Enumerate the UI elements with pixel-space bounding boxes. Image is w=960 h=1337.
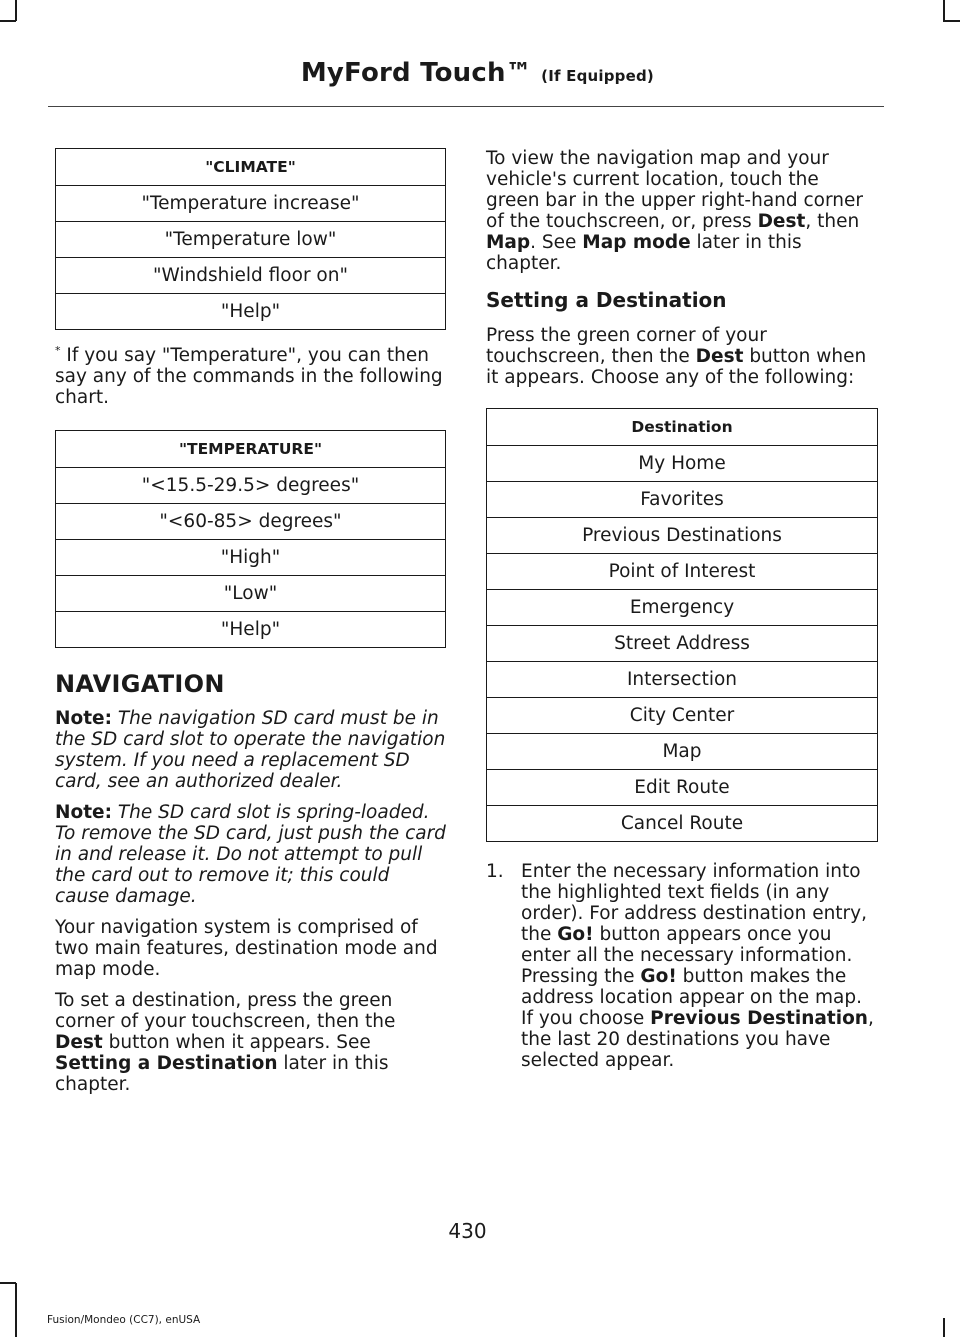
table-row: "Low" <box>56 576 446 612</box>
section-heading-navigation: NAVIGATION <box>55 670 225 699</box>
table-row: "Temperature low" <box>56 222 446 258</box>
text-run: , then <box>805 211 860 232</box>
cross-reference-map-mode: Map mode <box>582 232 691 253</box>
table-header: "CLIMATE" <box>56 149 446 186</box>
go-button-ref: Go! <box>640 966 677 987</box>
note-sd-slot <box>55 802 446 907</box>
text-run: button when it appears. Choose any of the following: <box>486 346 867 388</box>
footer-model-info: Fusion/Mondeo (CC7), enUSA <box>47 1314 201 1326</box>
table-row: "High" <box>56 540 446 576</box>
table-row: Edit Route <box>487 770 878 806</box>
list-item <box>486 861 878 1071</box>
dest-button-ref: Dest <box>55 1032 103 1054</box>
table-row: Point of Interest <box>487 554 878 590</box>
dest-button-ref: Dest <box>757 211 806 232</box>
header-subtitle: (If Equipped) <box>541 67 654 85</box>
table-row: Previous Destinations <box>487 518 878 554</box>
crop-mark <box>15 0 17 21</box>
table-row: Street Address <box>487 626 878 662</box>
text-run: . See <box>530 232 583 253</box>
text-run: button when it appears. See <box>102 1032 371 1054</box>
table-header: "TEMPERATURE" <box>56 431 446 468</box>
crop-mark <box>943 1318 945 1337</box>
cross-reference-setting-destination: Setting a Destination <box>55 1053 278 1075</box>
page-number: 430 <box>448 1219 487 1243</box>
table-row: Cancel Route <box>487 806 878 842</box>
table-row: "<15.5-29.5> degrees" <box>56 468 446 504</box>
paragraph-features: Your navigation system is comprised of two main features, destination mode and map mode. <box>55 917 438 981</box>
step-number: 1. <box>486 861 504 882</box>
header-title-text: MyFord Touch™ <box>300 58 532 88</box>
crop-mark <box>0 20 16 22</box>
text-run: Enter the necessary information into the highlighted text fields (in any order). For address destination entry, the <box>521 861 867 945</box>
text-run: Press the green corner of your touchscreen, then the <box>486 325 767 367</box>
left-column <box>55 148 446 1105</box>
subheading-setting-destination: Setting a Destination <box>486 288 727 312</box>
footnote-marker: * <box>55 344 61 357</box>
paragraph-view-map <box>486 148 878 274</box>
page-header-title <box>301 58 654 88</box>
table-row: City Center <box>487 698 878 734</box>
crop-mark <box>0 1282 16 1284</box>
text-run: To set a destination, press the green corner of your touchscreen, then the <box>55 990 396 1033</box>
table-row: "Temperature increase" <box>56 186 446 222</box>
text-run: later in this chapter. <box>486 232 802 274</box>
table-row: "Help" <box>56 612 446 648</box>
crop-mark <box>943 0 945 21</box>
table-row: Map <box>487 734 878 770</box>
steps-list <box>486 861 878 1071</box>
footnote-text: If you say "Temperature", you can then say any of the commands in the following chart. <box>55 345 443 409</box>
paragraph-set-destination <box>55 990 446 1095</box>
note-text: The navigation SD card must be in the SD card slot to operate the navigation system. If you need a replacement SD card, see an authorized dealer. <box>55 708 446 793</box>
text-run: , the last 20 destinations you have selected appear. <box>521 1008 874 1071</box>
dest-button-ref: Dest <box>695 346 744 367</box>
crop-mark <box>943 20 960 22</box>
paragraph-choose-destination <box>486 325 878 388</box>
table-row: "Help" <box>56 294 446 330</box>
text-run: button makes the address location appear on the map. If you choose <box>521 966 863 1029</box>
text-run: later in this chapter. <box>55 1053 389 1096</box>
note-sd-card <box>55 708 446 792</box>
table-row: Favorites <box>487 482 878 518</box>
table-row: Intersection <box>487 662 878 698</box>
text-run: To view the navigation map and your vehicle's current location, touch the green bar in the upper right-hand corner of the touchscreen, or, press <box>486 148 863 232</box>
header-divider <box>48 106 884 107</box>
table-row: "Windshield floor on" <box>56 258 446 294</box>
destination-options-table <box>486 408 878 842</box>
text-run: button appears once you enter all the necessary information. Pressing the <box>521 924 853 987</box>
table-row: My Home <box>487 446 878 482</box>
previous-destination-ref: Previous Destination <box>650 1008 868 1029</box>
table-header: Destination <box>487 409 878 446</box>
note-text: The SD card slot is spring-loaded. To remove the SD card, just push the card in and release it. Do not attempt to pull the card out to remove it; this could cause damage. <box>55 802 446 908</box>
temperature-command-table <box>55 430 446 648</box>
table-row: "<60-85> degrees" <box>56 504 446 540</box>
map-button-ref: Map <box>486 232 531 253</box>
right-column <box>486 148 878 1071</box>
crop-mark <box>15 1283 17 1337</box>
note-label: Note: <box>55 708 112 730</box>
go-button-ref: Go! <box>557 924 594 945</box>
note-label: Note: <box>55 802 112 824</box>
climate-command-table <box>55 148 446 330</box>
footnote <box>55 340 446 408</box>
table-row: Emergency <box>487 590 878 626</box>
